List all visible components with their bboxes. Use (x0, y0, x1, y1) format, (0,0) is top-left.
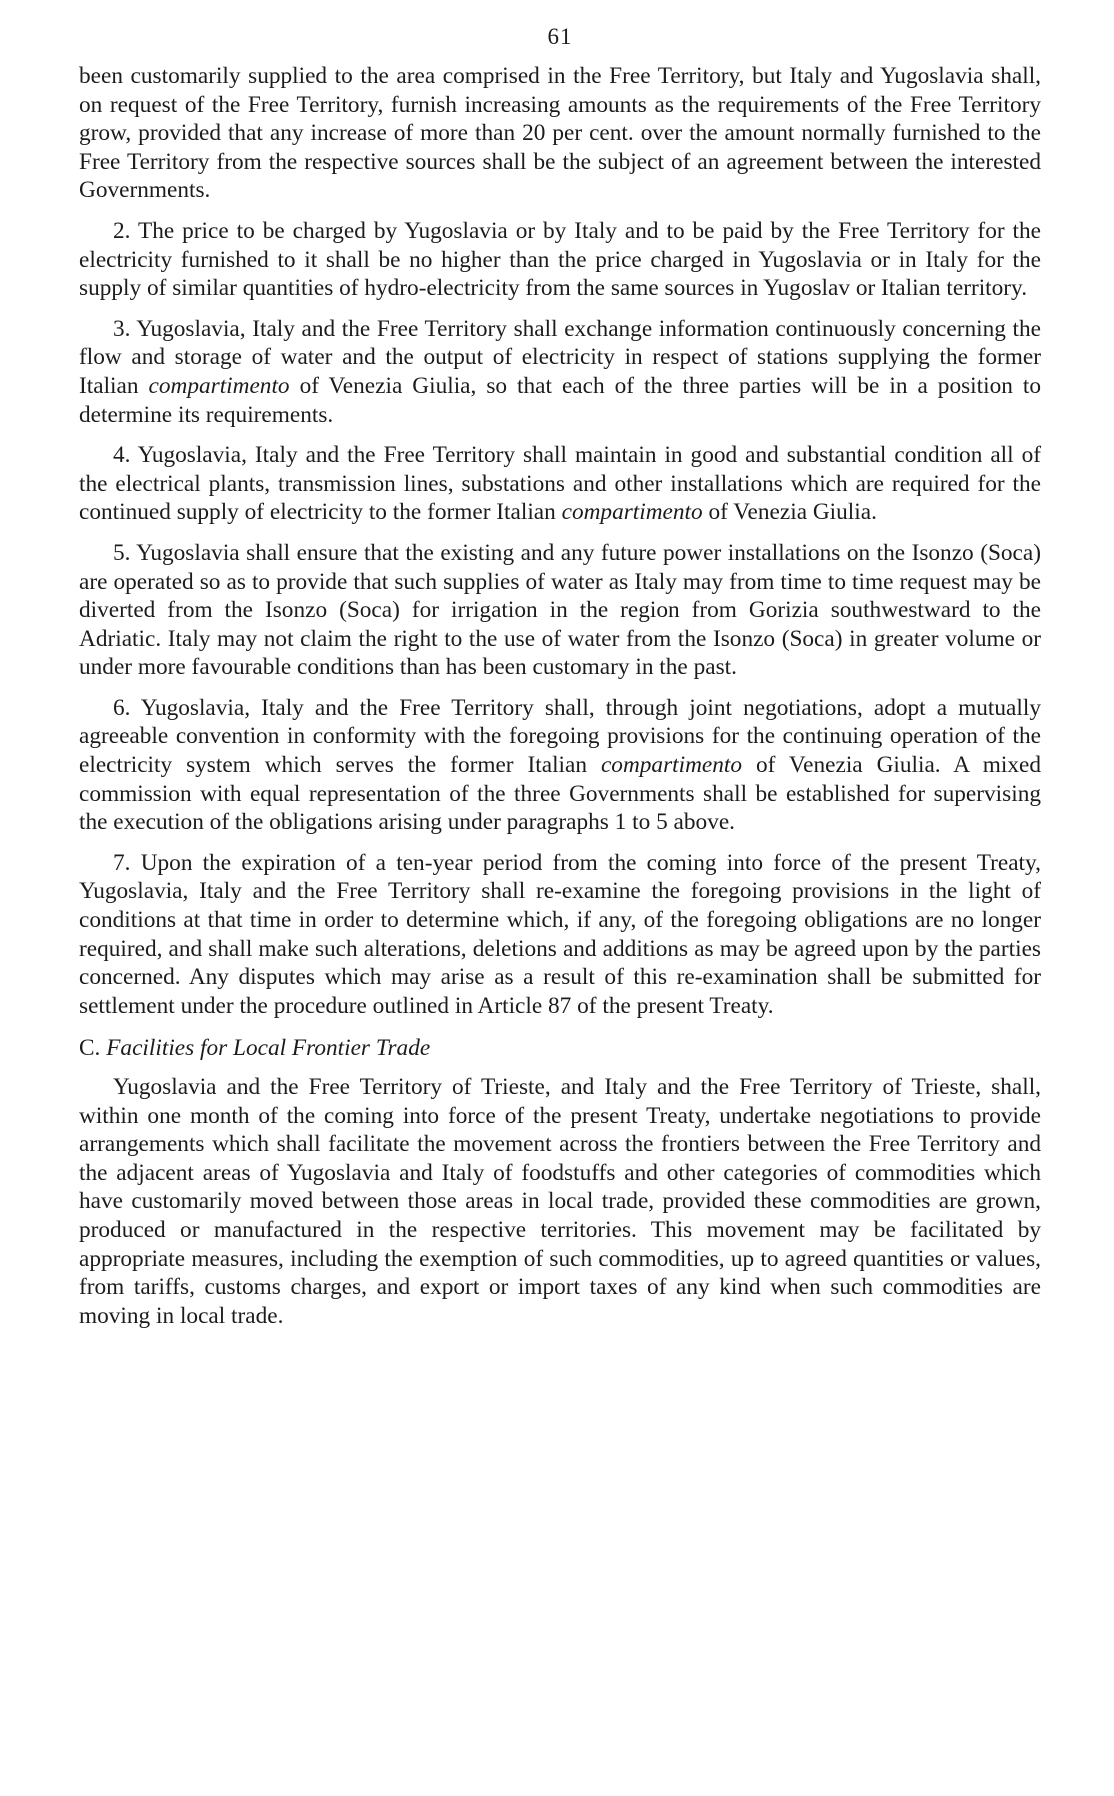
paragraph-7-text: 7. Upon the expiration of a ten-year period from the coming into force of the present Treaty, Yugoslavia, Italy and the Free Territory shall re-examine the foregoing provisions in the light of conditions at that time in order to determine which, if any, of the foregoing obligations are no longer required, and shall make such alterations, deletions and additions as may be agreed upon by the parties concerned. Any disputes which may arise as a result of this re-examination shall be submitted for settlement under the procedure outlined in Article 87 of the present Treaty. (79, 849, 1041, 1019)
paragraph-6 (79, 694, 1041, 837)
paragraph-3-italic-term: compartimento (148, 372, 290, 399)
paragraph-3 (79, 315, 1041, 429)
section-c-title: Facilities for Local Frontier Trade (106, 1035, 431, 1062)
paragraph-2-text: 2. The price to be charged by Yugoslavia or by Italy and to be paid by the Free Territory for the electricity furnished to it shall be no higher than the price charged in Yugoslavia or in Italy for the supply of similar quantities of hydro-electricity from the same sources in Yugoslav or Italian territory. (79, 217, 1041, 302)
section-c-letter: C. (79, 1035, 101, 1062)
paragraph-4-text-b: of Venezia Giulia. (702, 499, 877, 526)
paragraph-2 (79, 217, 1041, 303)
paragraph-4-italic-term: compartimento (561, 499, 703, 526)
section-c-heading (79, 1034, 1041, 1063)
section-c-body: Yugoslavia and the Free Territory of Trieste, and Italy and the Free Territory of Trieste, shall, within one month of the coming into force of the present Treaty, undertake negotiations to provide arrangements which shall facilitate the movement across the frontiers between the Free Territory and the adjacent areas of Yugoslavia and Italy of foodstuffs and other categories of commodities which have customarily moved between those areas in local trade, provided these commodities are grown, produced or manufactured in the respective territories. This movement may be facilitated by appropriate measures, including the exemption of such commodities, up to agreed quantities or values, from tariffs, customs charges, and export or import taxes of any kind when such commodities are moving in local trade. (79, 1074, 1041, 1329)
paragraph-6-text-b: of Venezia Giulia. A mixed commission with equal representation of the three Governments shall be established for supervising the execution of the obligations arising under paragraphs 1 to 5 above. (79, 752, 1041, 836)
paragraph-5 (79, 539, 1041, 682)
intro-paragraph: been customarily supplied to the area comprised in the Free Territory, but Italy and Yugoslavia shall, on request of the Free Territory, furnish increasing amounts as the requirements of the Free Territory grow, provided that any increase of more than 20 per cent. over the amount normally furnished to the Free Territory from the respective sources shall be the subject of an agreement between the interested Governments. (79, 63, 1041, 204)
paragraph-5-text: 5. Yugoslavia shall ensure that the existing and any future power installations on the Isonzo (Soca) are operated so as to provide that such supplies of water as Italy may from time to time request may be diverted from the Isonzo (Soca) for irrigation in the region from Gorizia southwestward to the Adriatic. Italy may not claim the right to the use of water from the Isonzo (Soca) in greater volume or under more favourable conditions than has been customary in the past. (79, 539, 1041, 681)
paragraph-6-text-a: 6. Yugoslavia, Italy and the Free Territory shall, through joint negotiations, adopt a mutually agreeable convention in conformity with the foregoing provisions for the continuing operation of the electricity system which serves the former Italian (79, 694, 1041, 779)
paragraph-7 (79, 849, 1041, 1021)
page-number: 61 (547, 24, 573, 49)
paragraph-6-italic-term: compartimento (600, 752, 743, 779)
paragraph-3-text-b: of Venezia Giulia, so that each of the three parties will be in a position to determine its requirements. (79, 372, 1042, 428)
paragraph-4 (79, 441, 1041, 527)
document-page (79, 24, 1041, 1342)
paragraph-3-text-a: 3. Yugoslavia, Italy and the Free Territory shall exchange information continuously concerning the flow and storage of water and the output of electricity in respect of stations supplying the former Italian (79, 315, 1041, 399)
paragraph-4-text-a: 4. Yugoslavia, Italy and the Free Territory shall maintain in good and substantial condition all of the electrical plants, transmission lines, substations and other installations which are required for the continued supply of electricity to the former Italian (79, 442, 1041, 526)
